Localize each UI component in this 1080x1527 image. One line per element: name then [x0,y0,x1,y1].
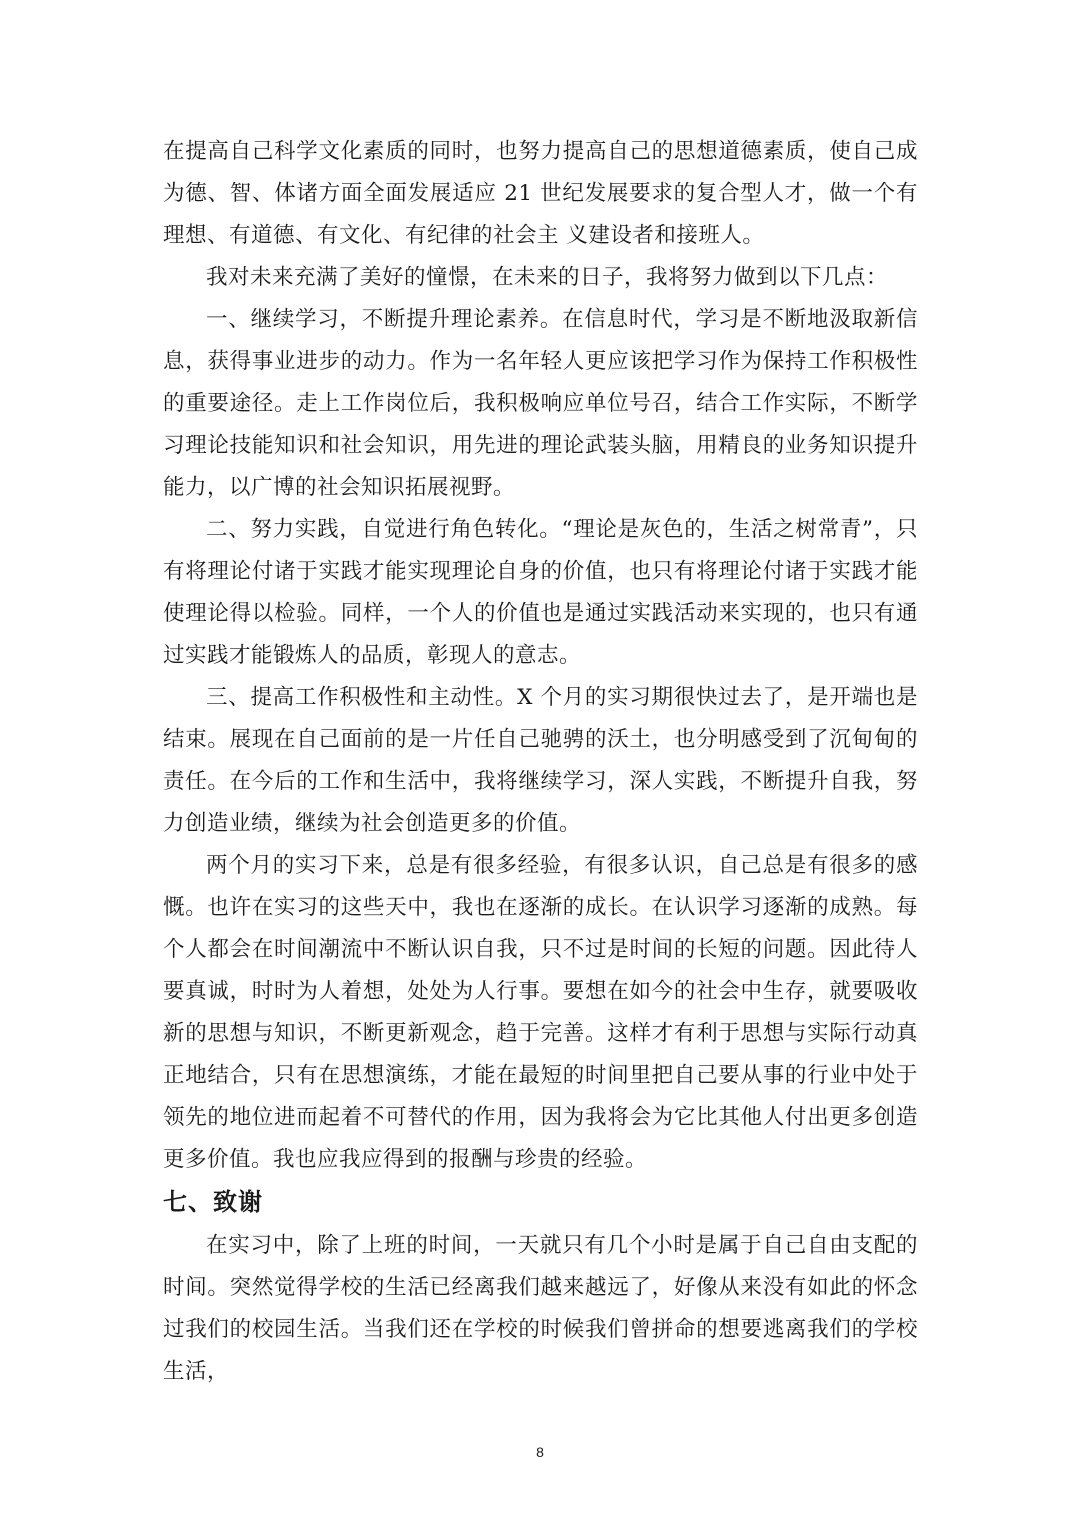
body-paragraph: 三、提高工作积极性和主动性。X 个月的实习期很快过去了，是开端也是结束。展现在自己面前的是一片任自己驰骋的沃土，也分明感受到了沉甸甸的责任。在今后的工作和生活中，我将继续学习，深人实践，不断提升自我，努力创造业绩，继续为社会创造更多的价值。 [163,685,918,836]
body-paragraph: 在实习中，除了上班的时间，一天就只有几个小时是属于自己自由支配的时间。突然觉得学校的生活已经离我们越来越远了，好像从来没有如此的怀念过我们的校园生活。当我们还在学校的时候我们曾拼命的想要逃离我们的学校生活， [163,1233,918,1384]
body-paragraph: 在提高自己科学文化素质的同时，也努力提高自己的思想道德素质，使自己成为德、智、体诸方面全面发展适应 21 世纪发展要求的复合型人才，做一个有理想、有道德、有文化、有纪律的社会主 义建设者和接班人。 [163,139,918,248]
body-paragraph: 我对未来充满了美好的憧憬，在未来的日子，我将努力做到以下几点： [206,265,889,290]
page-number: 8 [536,1444,544,1460]
section-heading: 七、致谢 [163,1188,263,1216]
body-paragraph: 两个月的实习下来，总是有很多经验，有很多认识，自己总是有很多的感慨。也许在实习的这些天中，我也在逐渐的成长。在认识学习逐渐的成熟。每个人都会在时间潮流中不断认识自我，只不过是时间的长短的问题。因此待人要真诚，时时为人着想，处处为人行事。要想在如今的社会中生存，就要吸收新的思想与知识，不断更新观念，趋于完善。这样才有利于思想与实际行动真正地结合，只有在思想演练，才能在最短的时间里把自己要从事的行业中处于领先的地位进而起着不可替代的作用，因为我将会为它比其他人付出更多创造更多价值。我也应我应得到的报酬与珍贵的经验。 [163,853,918,1172]
document-page [163,131,918,1393]
body-paragraph: 一、继续学习，不断提升理论素养。在信息时代，学习是不断地汲取新信息，获得事业进步的动力。作为一名年轻人更应该把学习作为保持工作积极性的重要途径。走上工作岗位后，我积极响应单位号召，结合工作实际，不断学习理论技能知识和社会知识，用先进的理论武装头脑，用精良的业务知识提升能力，以广博的社会知识拓展视野。 [163,307,918,500]
body-paragraph: 二、努力实践，自觉进行角色转化。“理论是灰色的，生活之树常青”，只有将理论付诸于实践才能实现理论自身的价值，也只有将理论付诸于实践才能使理论得以检验。同样，一个人的价值也是通过实践活动来实现的，也只有通过实践才能锻炼人的品质，彰现人的意志。 [163,517,918,668]
